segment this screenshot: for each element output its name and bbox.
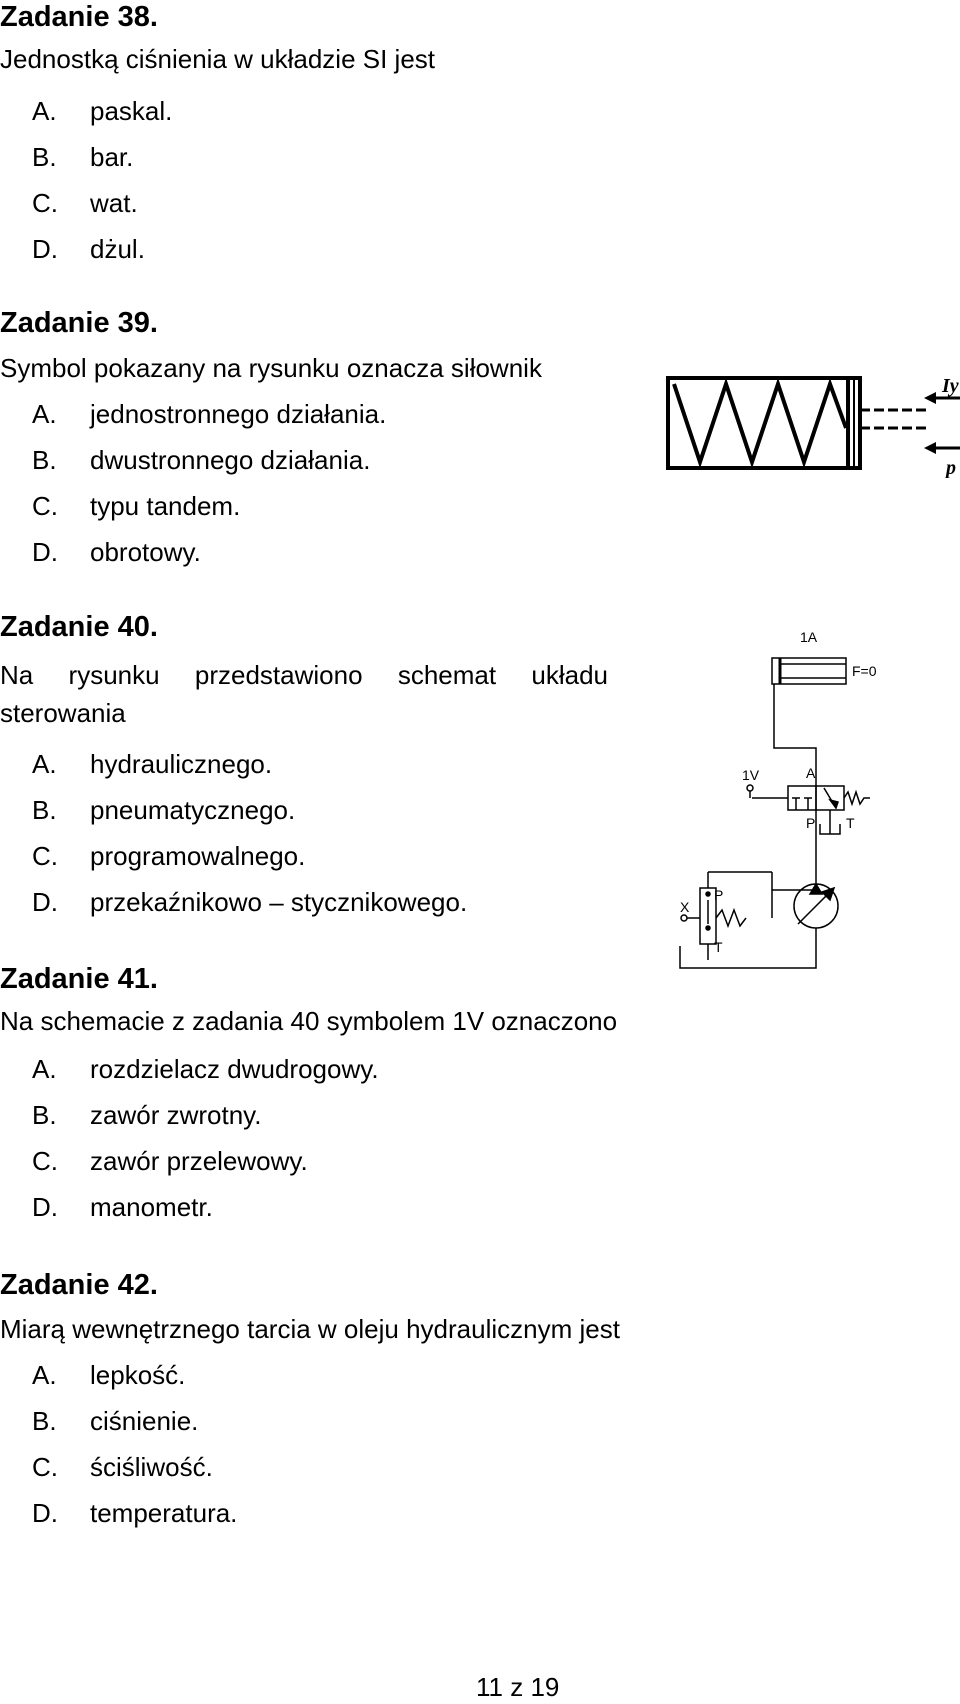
force-label: F=0 [852, 663, 877, 679]
question-text: Na schemacie z zadania 40 symbolem 1V oznaczono [0, 1006, 618, 1036]
page-number: 11 z 19 [476, 1672, 560, 1702]
cylinder-1a [772, 658, 846, 684]
valve-port-p: P [806, 815, 816, 831]
question-title: Zadanie 38. [0, 1, 158, 33]
answer-option-a: A. lepkość. [32, 1360, 186, 1390]
relief-port-x: X [680, 899, 690, 915]
piston-rod [860, 410, 930, 428]
question-42 [0, 1268, 620, 1544]
valve-label: 1V [742, 767, 760, 783]
answer-option-b: B. zawór zwrotny. [32, 1100, 262, 1130]
question-41 [0, 962, 617, 1238]
answer-option-d: D. dżul. [32, 234, 145, 264]
answer-option-c: C. programowalnego. [32, 841, 306, 871]
answer-option-a: A. paskal. [32, 96, 173, 126]
answer-option-a: A. hydraulicznego. [32, 749, 273, 779]
answer-option-d: D. przekaźnikowo – stycznikowego. [32, 887, 468, 917]
question-title: Zadanie 40. [0, 611, 158, 643]
relief-port-t: T [714, 939, 723, 955]
answer-option-d: D. manometr. [32, 1192, 213, 1222]
answer-option-c: C. zawór przelewowy. [32, 1146, 308, 1176]
answer-options [0, 96, 435, 280]
answer-option-a: A. rozdzielacz dwudrogowy. [32, 1054, 379, 1084]
answer-options [0, 399, 542, 583]
answer-options [0, 1054, 617, 1238]
question-40 [0, 610, 608, 933]
single-acting-cylinder-diagram [660, 368, 960, 478]
valve-port-a: A [806, 765, 816, 781]
question-text: Na rysunku przedstawiono schemat układu sterowania [0, 660, 608, 728]
answer-option-d: D. temperatura. [32, 1498, 238, 1528]
answer-option-b: B. pneumatycznego. [32, 795, 296, 825]
valve-port-t: T [846, 815, 855, 831]
question-title: Zadanie 42. [0, 1269, 158, 1301]
question-38 [0, 0, 435, 280]
answer-option-b: B. dwustronnego działania. [32, 445, 371, 475]
question-text: Symbol pokazany na rysunku oznacza siłownik [0, 353, 542, 383]
answer-option-d: D. obrotowy. [32, 537, 201, 567]
pressure-label: p [946, 457, 956, 478]
spring-icon [674, 384, 846, 462]
answer-option-c: C. wat. [32, 188, 138, 218]
question-title: Zadanie 39. [0, 307, 158, 339]
question-39 [0, 306, 542, 583]
relief-port-p: P [714, 887, 724, 903]
answer-option-c: C. ściśliwość. [32, 1452, 213, 1482]
answer-options [0, 1360, 620, 1544]
answer-option-a: A. jednostronnego działania. [32, 399, 387, 429]
answer-option-c: C. typu tandem. [32, 491, 241, 521]
question-text: Jednostką ciśnienia w układzie SI jest [0, 44, 436, 74]
answer-option-b: B. ciśnienie. [32, 1406, 199, 1436]
answer-options [0, 749, 608, 933]
question-title: Zadanie 41. [0, 963, 158, 995]
hydraulic-circuit-diagram [670, 628, 950, 978]
cylinder-label: 1A [800, 629, 818, 645]
answer-option-b: B. bar. [32, 142, 134, 172]
force-label: Iy [942, 375, 959, 397]
question-text: Miarą wewnętrznego tarcia w oleju hydraulicznym jest [0, 1314, 620, 1344]
